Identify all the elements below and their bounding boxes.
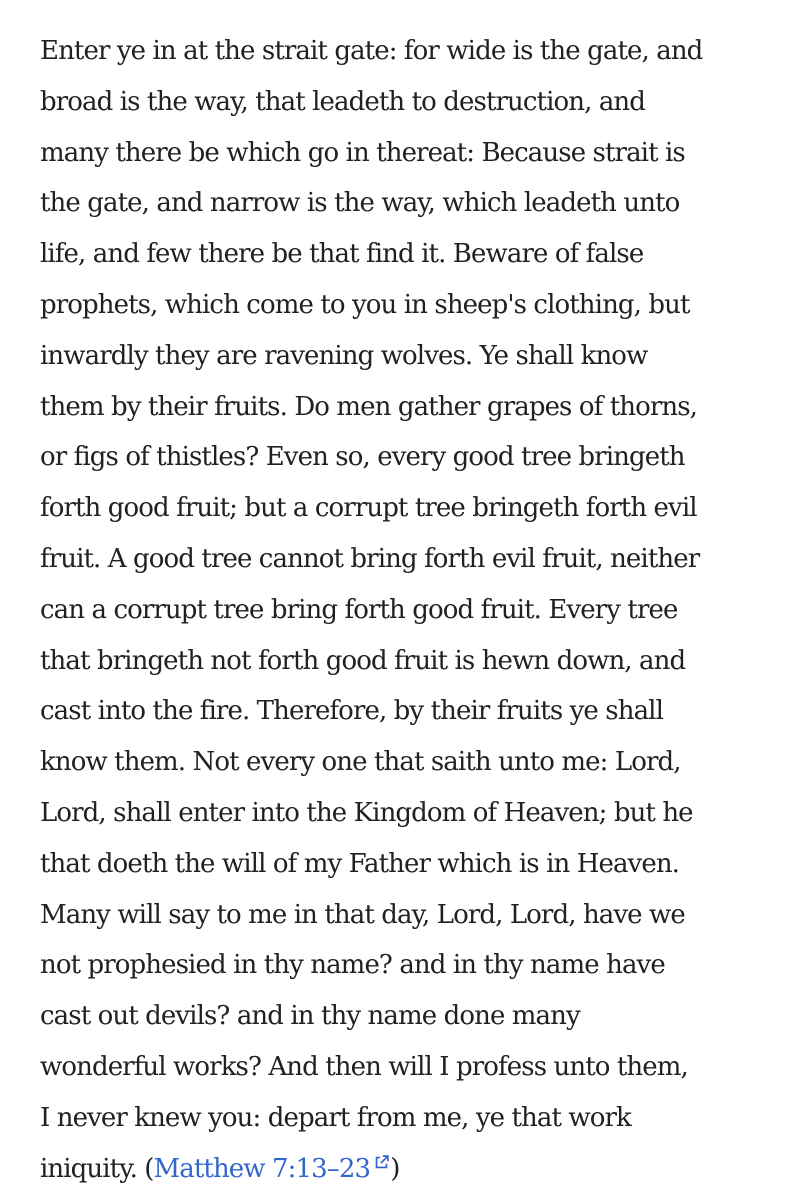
citation-close-paren: ): [390, 1153, 400, 1184]
passage-line: I never knew you: depart from me, ye that work: [40, 1102, 631, 1133]
passage-line: fruit. A good tree cannot bring forth evil fruit, neither: [40, 543, 700, 574]
passage-line: know them. Not every one that saith unto me: Lord,: [40, 747, 681, 778]
passage-line: wonderful works? And then will I profess unto them,: [40, 1051, 688, 1082]
passage-line: forth good fruit; but a corrupt tree bringeth forth evil: [40, 493, 697, 524]
citation-open-paren: (: [144, 1153, 154, 1184]
passage-line: the gate, and narrow is the way, which leadeth unto: [40, 188, 680, 219]
passage-line: many there be which go in thereat: Because strait is: [40, 137, 685, 168]
passage-line: Many will say to me in that day, Lord, Lord, have we: [40, 899, 685, 930]
passage-line: inwardly they are ravening wolves. Ye shall know: [40, 340, 648, 371]
passage-last-line: [40, 1144, 780, 1195]
citation-link[interactable]: [154, 1154, 391, 1184]
citation-link-label[interactable]: Matthew 7:13–23: [153, 1153, 371, 1184]
passage-line: them by their fruits. Do men gather grapes of thorns,: [40, 391, 698, 422]
passage-line-text: iniquity.: [40, 1153, 145, 1184]
passage-line: can a corrupt tree bring forth good fruit. Every tree: [40, 594, 678, 625]
passage-line: that bringeth not forth good fruit is hewn down, and: [40, 645, 686, 676]
passage-line: that doeth the will of my Father which is in Heaven.: [40, 848, 680, 879]
passage-line: cast out devils? and in thy name done many: [40, 1001, 580, 1032]
passage-line: broad is the way, that leadeth to destruction, and: [40, 86, 646, 117]
quote-passage: [40, 26, 780, 1194]
passage-line: or figs of thistles? Even so, every good tree bringeth: [40, 442, 685, 473]
passage-line: prophets, which come to you in sheep's clothing, but: [40, 289, 690, 320]
passage-line: Lord, shall enter into the Kingdom of Heaven; but he: [40, 797, 693, 828]
passage-line: life, and few there be that find it. Beware of false: [40, 239, 644, 270]
passage-line: Enter ye in at the strait gate: for wide is the gate, and: [40, 36, 703, 66]
passage-line: cast into the fire. Therefore, by their fruits ye shall: [40, 696, 663, 727]
passage-line: not prophesied in thy name? and in thy name have: [40, 950, 665, 981]
external-link-icon: [373, 1154, 390, 1171]
